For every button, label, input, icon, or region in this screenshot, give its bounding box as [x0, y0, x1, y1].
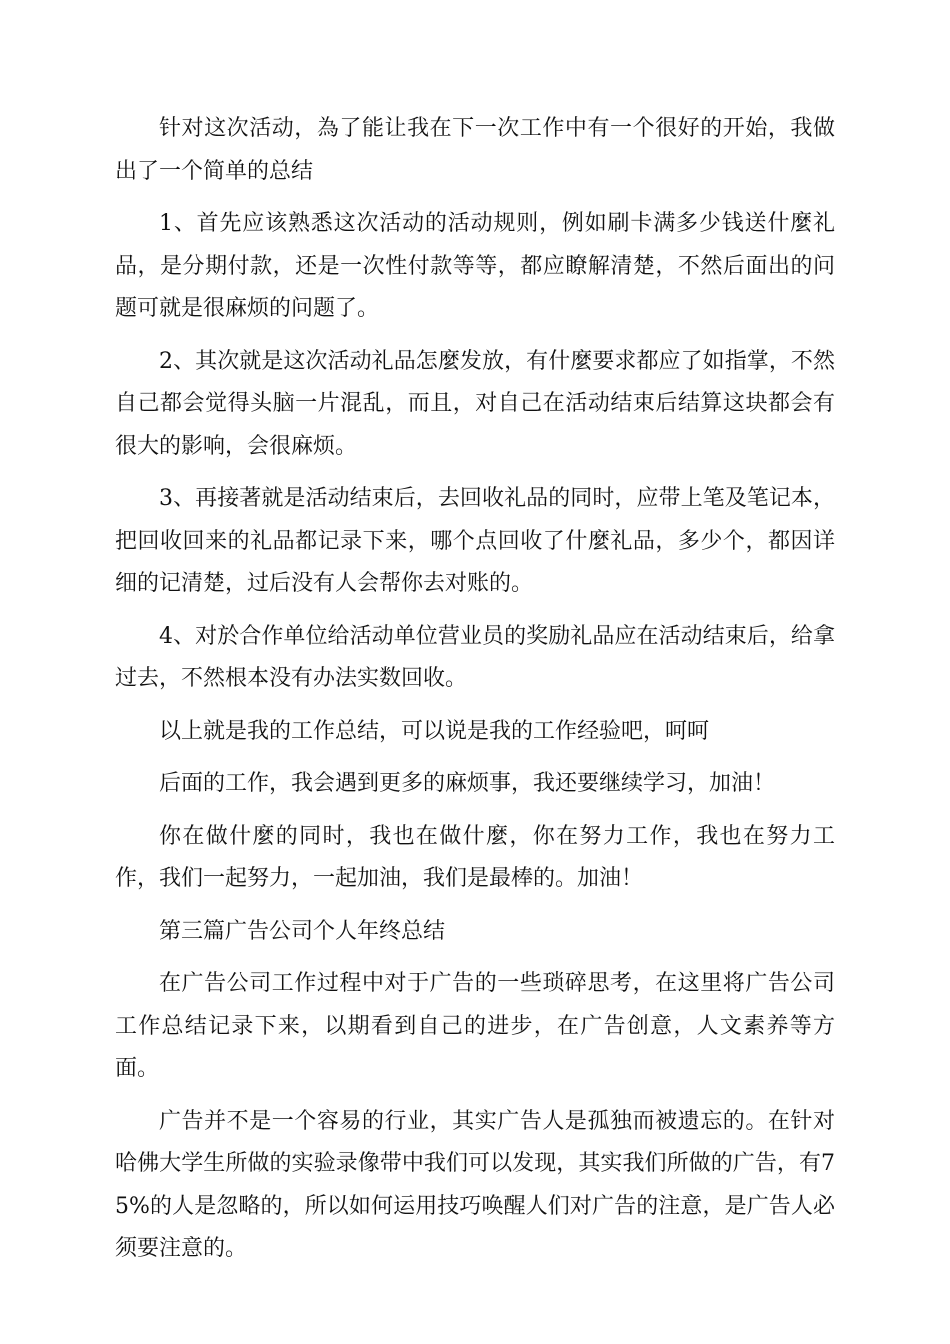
paragraph-ad-intro: 在广告公司工作过程中对于广告的一些琐碎思考，在这里将广告公司工作总结记录下来，以期看到自己的进步，在广告创意，人文素养等方面。: [115, 971, 835, 1081]
paragraph-point-3: 3、再接著就是活动结束后，去回收礼品的同时，应带上笔及笔记本，把回收回来的礼品都记录下来，哪个点回收了什麼礼品，多少个，都因详细的记清楚，过后没有人会帮你去对账的。: [115, 486, 835, 596]
paragraph-point-2: 2、其次就是这次活动礼品怎麼发放，有什麼要求都应了如指掌，不然自己都会觉得头脑一片混乱，而且，对自己在活动结束后结算这块都会有很大的影响，会很麻烦。: [115, 348, 835, 459]
section-heading: 第三篇广告公司个人年终总结: [159, 918, 446, 944]
paragraph-point-1: 1、首先应该熟悉这次活动的活动规则，例如刷卡满多少钱送什麼礼品，是分期付款，还是一次性付款等等，都应瞭解清楚，不然后面出的问题可就是很麻烦的问题了。: [115, 211, 835, 321]
paragraph-intro: 针对这次活动，為了能让我在下一次工作中有一个很好的开始，我做出了一个简单的总结: [115, 116, 835, 184]
paragraph-future-work: 后面的工作，我会遇到更多的麻烦事，我还要继续学习，加油！: [159, 771, 776, 796]
paragraph-point-4: 4、对於合作单位给活动单位营业员的奖励礼品应在活动结束后，给拿过去，不然根本没有办法实数回收。: [115, 623, 835, 691]
paragraph-summary: 以上就是我的工作总结，可以说是我的工作经验吧，呵呵: [159, 718, 710, 744]
paragraph-encouragement: 你在做什麼的同时，我也在做什麼，你在努力工作，我也在努力工作，我们一起努力，一起加油，我们是最棒的。加油！: [115, 823, 835, 891]
paragraph-ad-industry: 广告并不是一个容易的行业，其实广告人是孤独而被遗忘的。在针对哈佛大学生所做的实验录像带中我们可以发现，其实我们所做的广告，有75%的人是忽略的，所以如何运用技巧唤醒人们对广告的注意，是广告人必须要注意的。: [115, 1108, 835, 1261]
document-body: [115, 108, 835, 1281]
